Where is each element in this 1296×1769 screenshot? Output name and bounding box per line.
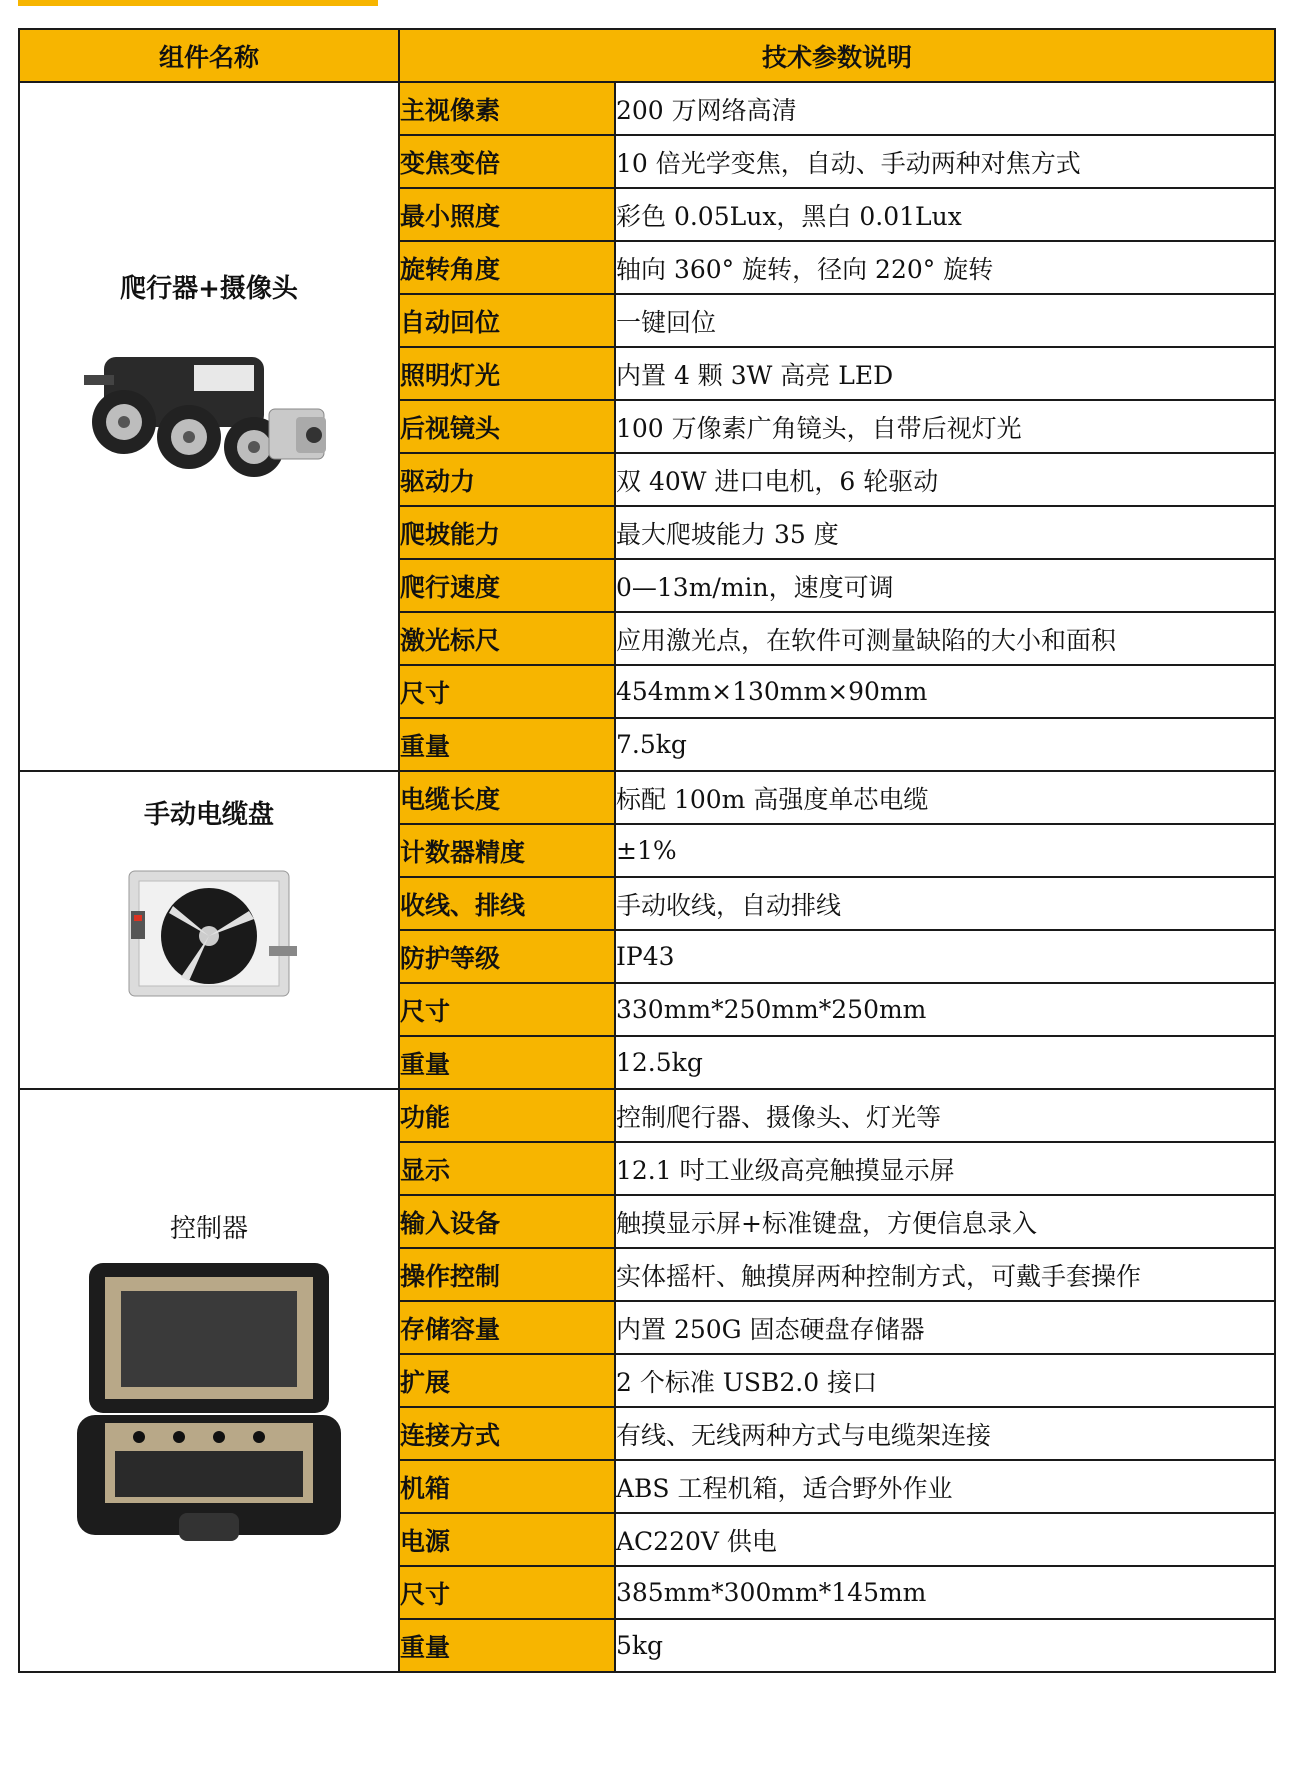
param-label: 尺寸: [399, 665, 615, 718]
component-name: 手动电缆盘: [143, 800, 274, 830]
param-value: 200 万网络高清: [615, 82, 1275, 135]
param-value: 5kg: [615, 1619, 1275, 1672]
param-value: 内置 250G 固态硬盘存储器: [615, 1301, 1275, 1354]
component-cell-crawler: [19, 82, 399, 771]
param-value: 7.5kg: [615, 718, 1275, 771]
component-name: 爬行器+摄像头: [120, 274, 298, 304]
spec-table: [18, 28, 1276, 1673]
param-value: ABS 工程机箱，适合野外作业: [615, 1460, 1275, 1513]
param-label: 后视镜头: [399, 400, 615, 453]
header-component-name: 组件名称: [19, 29, 399, 82]
param-label: 旋转角度: [399, 241, 615, 294]
param-label: 自动回位: [399, 294, 615, 347]
param-value: 100 万像素广角镜头，自带后视灯光: [615, 400, 1275, 453]
header-tech-params: 技术参数说明: [399, 29, 1275, 82]
param-label: 输入设备: [399, 1195, 615, 1248]
param-value: AC220V 供电: [615, 1513, 1275, 1566]
cable-reel-image: [109, 851, 309, 1011]
component-cell-controller: [19, 1089, 399, 1672]
table-row: [19, 1089, 1275, 1142]
param-label: 爬坡能力: [399, 506, 615, 559]
param-label: 电缆长度: [399, 771, 615, 824]
param-value: 454mm×130mm×90mm: [615, 665, 1275, 718]
param-label: 计数器精度: [399, 824, 615, 877]
param-label: 机箱: [399, 1460, 615, 1513]
param-label: 防护等级: [399, 930, 615, 983]
param-value: 应用激光点，在软件可测量缺陷的大小和面积: [615, 612, 1275, 665]
param-value: IP43: [615, 930, 1275, 983]
param-label: 尺寸: [399, 983, 615, 1036]
param-value: 12.5kg: [615, 1036, 1275, 1089]
param-value: 内置 4 颗 3W 高亮 LED: [615, 347, 1275, 400]
param-value: 触摸显示屏+标准键盘，方便信息录入: [615, 1195, 1275, 1248]
param-value: 330mm*250mm*250mm: [615, 983, 1275, 1036]
param-value: 12.1 吋工业级高亮触摸显示屏: [615, 1142, 1275, 1195]
param-label: 最小照度: [399, 188, 615, 241]
param-label: 存储容量: [399, 1301, 615, 1354]
param-value: 最大爬坡能力 35 度: [615, 506, 1275, 559]
param-value: 0—13m/min，速度可调: [615, 559, 1275, 612]
param-label: 收线、排线: [399, 877, 615, 930]
param-value: 轴向 360° 旋转，径向 220° 旋转: [615, 241, 1275, 294]
param-label: 爬行速度: [399, 559, 615, 612]
param-value: 彩色 0.05Lux，黑白 0.01Lux: [615, 188, 1275, 241]
param-value: 手动收线，自动排线: [615, 877, 1275, 930]
param-value: 一键回位: [615, 294, 1275, 347]
table-header-row: [19, 29, 1275, 82]
param-label: 操作控制: [399, 1248, 615, 1301]
param-value: 实体摇杆、触摸屏两种控制方式，可戴手套操作: [615, 1248, 1275, 1301]
param-label: 重量: [399, 718, 615, 771]
param-label: 重量: [399, 1036, 615, 1089]
param-label: 变焦变倍: [399, 135, 615, 188]
top-accent-strip: [18, 0, 378, 6]
table-row: [19, 771, 1275, 824]
param-label: 驱动力: [399, 453, 615, 506]
param-label: 照明灯光: [399, 347, 615, 400]
param-value: 双 40W 进口电机，6 轮驱动: [615, 453, 1275, 506]
param-label: 主视像素: [399, 82, 615, 135]
param-label: 连接方式: [399, 1407, 615, 1460]
controller-image: [69, 1255, 349, 1555]
param-value: 10 倍光学变焦，自动、手动两种对焦方式: [615, 135, 1275, 188]
param-label: 电源: [399, 1513, 615, 1566]
param-label: 尺寸: [399, 1566, 615, 1619]
param-value: 标配 100m 高强度单芯电缆: [615, 771, 1275, 824]
param-label: 重量: [399, 1619, 615, 1672]
table-row: [19, 82, 1275, 135]
component-name: 控制器: [169, 1214, 248, 1244]
param-label: 功能: [399, 1089, 615, 1142]
param-value: 2 个标准 USB2.0 接口: [615, 1354, 1275, 1407]
param-label: 激光标尺: [399, 612, 615, 665]
param-value: 385mm*300mm*145mm: [615, 1566, 1275, 1619]
param-value: 控制爬行器、摄像头、灯光等: [615, 1089, 1275, 1142]
param-value: 有线、无线两种方式与电缆架连接: [615, 1407, 1275, 1460]
param-label: 扩展: [399, 1354, 615, 1407]
param-value: ±1%: [615, 824, 1275, 877]
crawler-camera-image: [74, 327, 344, 497]
component-cell-cable-reel: [19, 771, 399, 1089]
param-label: 显示: [399, 1142, 615, 1195]
